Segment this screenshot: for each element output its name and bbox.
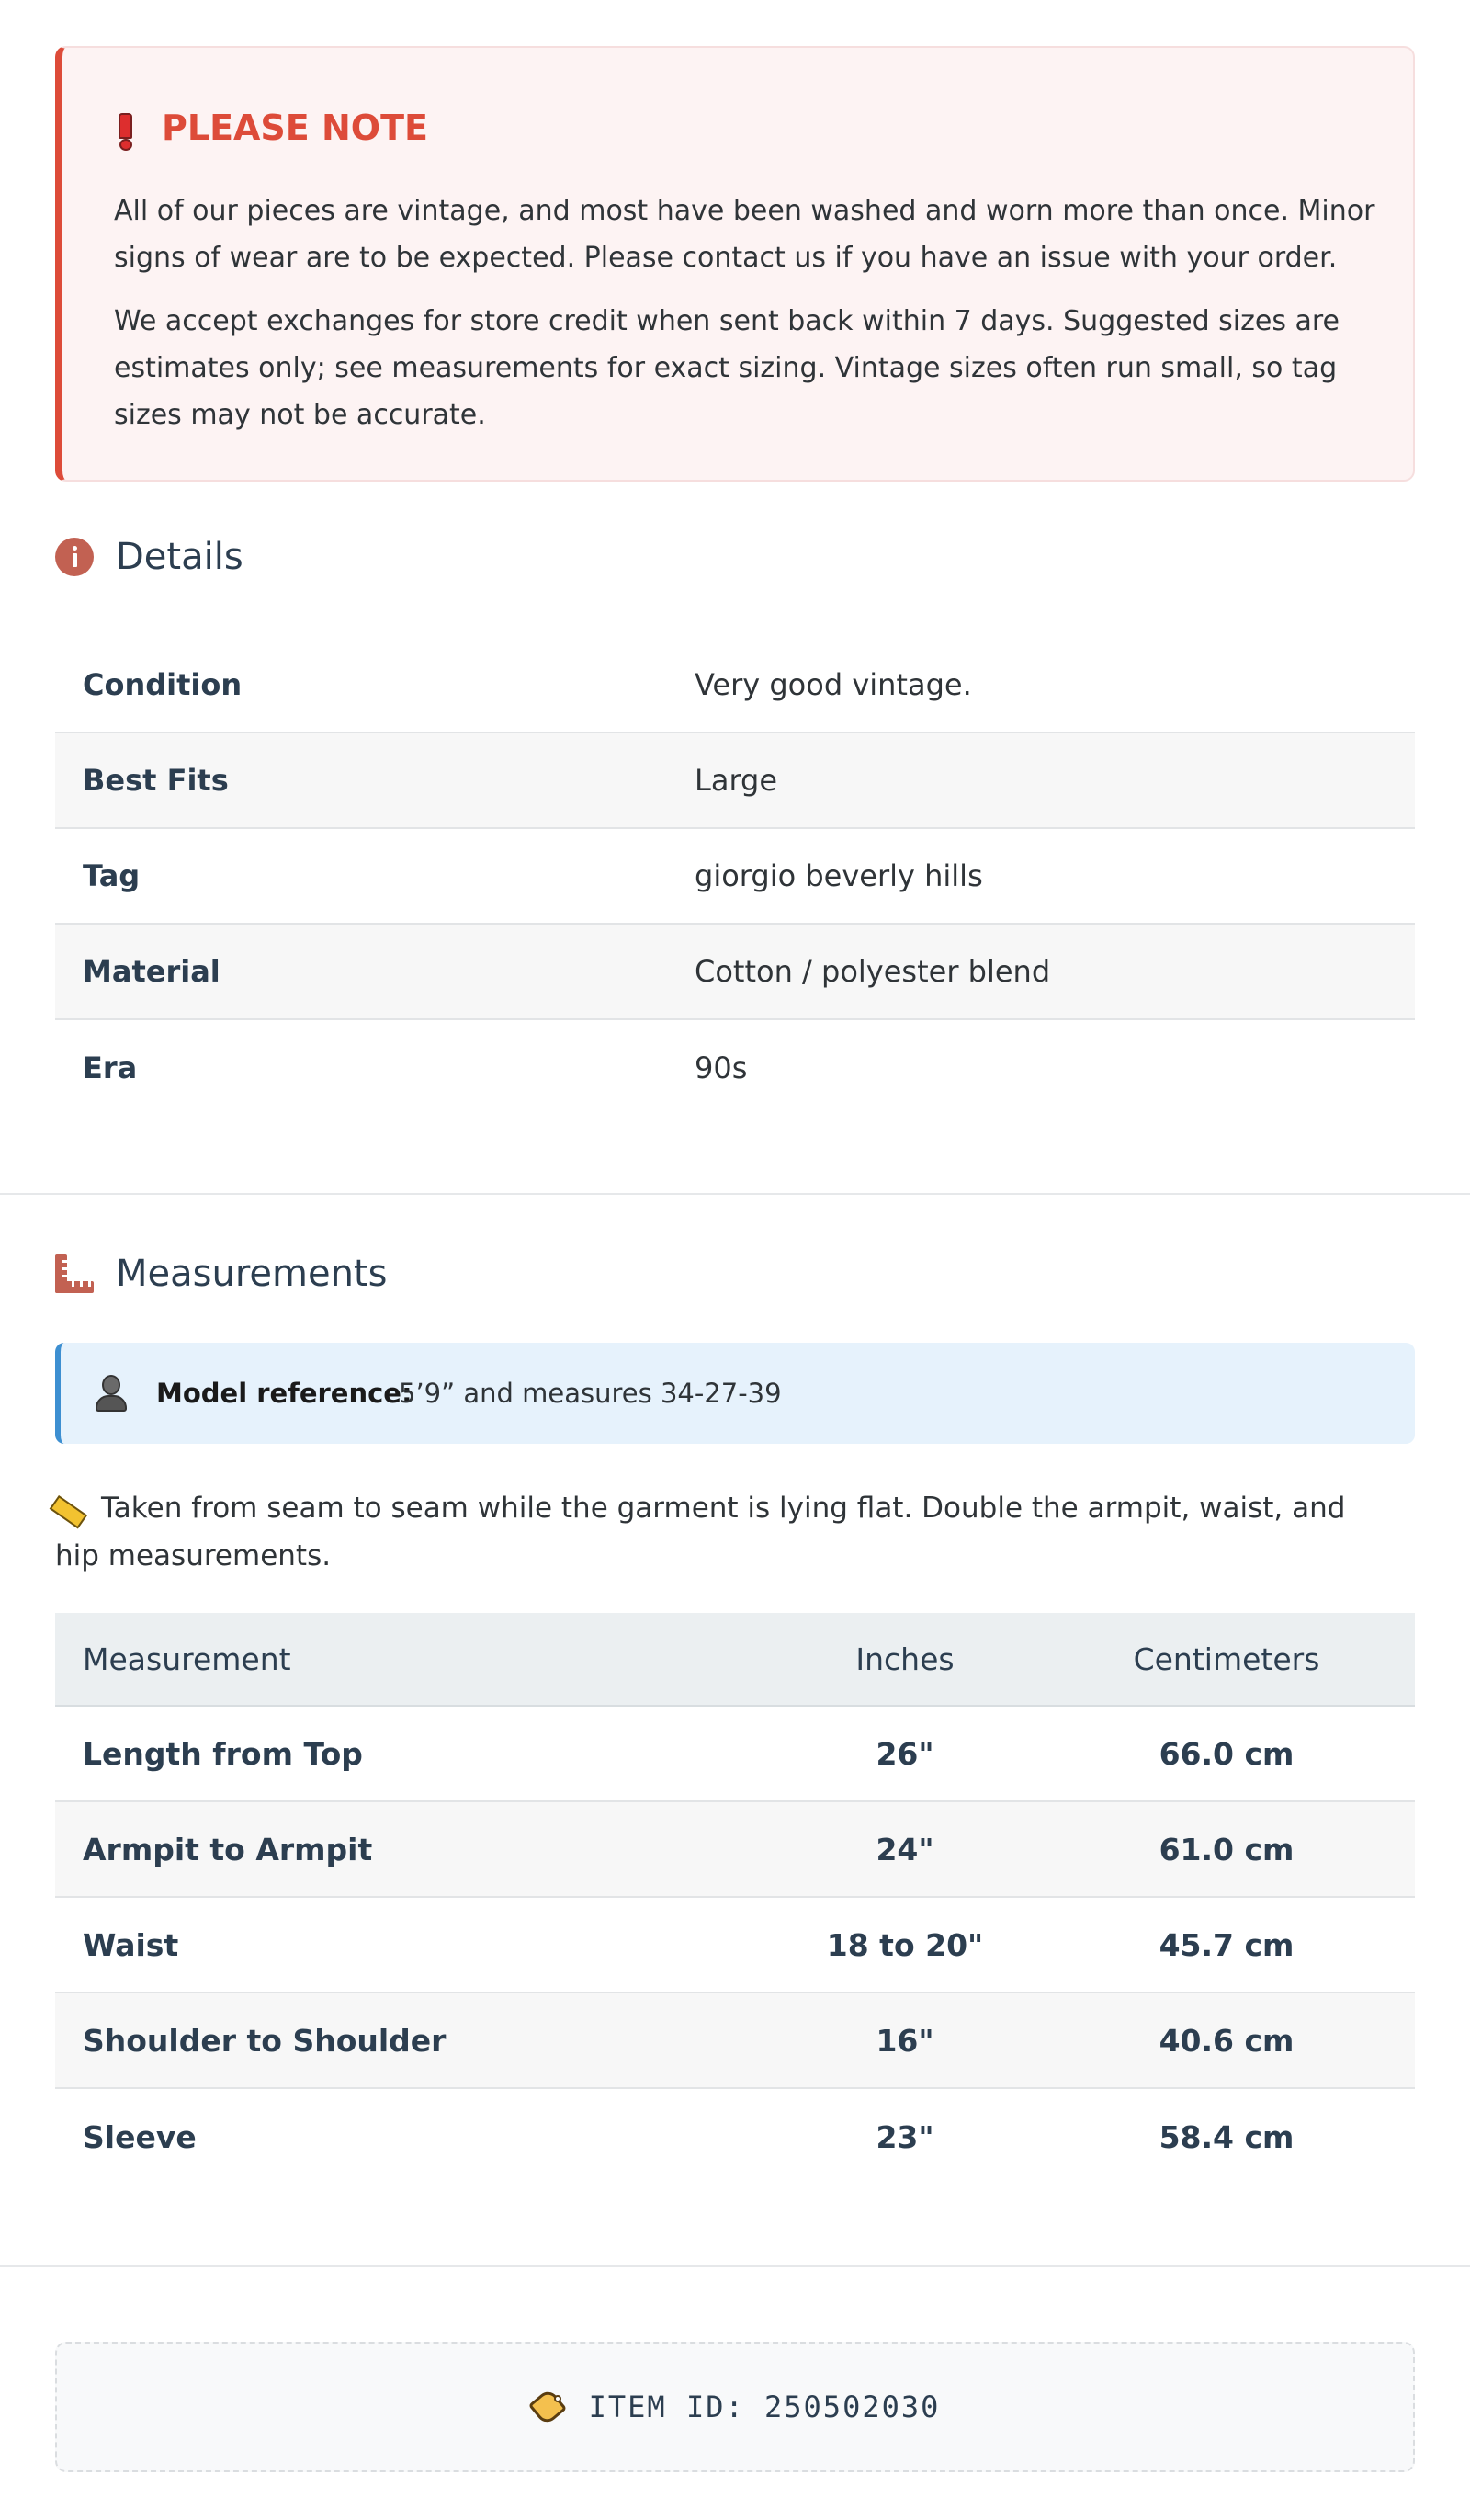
measurement-inches: 23" <box>876 2118 934 2155</box>
header-inches: Inches <box>855 1640 955 1677</box>
measurement-inches: 26" <box>876 1735 934 1772</box>
measurements-title: Measurements <box>116 1253 388 1295</box>
measurement-inches: 24" <box>876 1831 934 1867</box>
details-value: Large <box>695 763 778 798</box>
note-title-text: PLEASE NOTE <box>162 108 428 148</box>
details-label: Era <box>83 1050 138 1085</box>
details-row <box>55 638 1415 733</box>
table-row <box>55 1898 1415 1993</box>
measurement-name: Sleeve <box>83 2118 197 2155</box>
table-header <box>55 1613 1415 1707</box>
measurement-name: Shoulder to Shoulder <box>83 2022 447 2059</box>
model-reference-label: Model reference: <box>156 1378 413 1409</box>
details-label: Tag <box>83 858 141 893</box>
note-paragraph-2: We accept exchanges for store credit when sent back within 7 days. Suggested sizes are estimates only; see measurements for exact sizing. Vintage sizes often run small, so tag sizes may not be accurate. <box>114 305 1340 431</box>
measurement-note-text: Taken from seam to seam while the garment is lying flat. Double the armpit, waist, and hip measurements. <box>55 1492 1346 1572</box>
measurement-cm: 61.0 cm <box>1159 1831 1295 1867</box>
measurement-inches: 16" <box>876 2022 934 2059</box>
details-title: Details <box>116 536 243 578</box>
details-row <box>55 829 1415 925</box>
table-row <box>55 1707 1415 1802</box>
model-reference-box <box>55 1343 1415 1444</box>
measurement-name: Armpit to Armpit <box>83 1831 373 1867</box>
ruler-icon <box>55 1254 94 1293</box>
measurements-heading <box>55 1253 387 1295</box>
table-row <box>55 1993 1415 2089</box>
measurement-name: Waist <box>83 1926 179 1963</box>
details-value: Very good vintage. <box>695 667 972 702</box>
measurement-cm: 45.7 cm <box>1159 1926 1295 1963</box>
details-row <box>55 925 1415 1020</box>
measurement-cm: 66.0 cm <box>1159 1735 1295 1772</box>
details-value: 90s <box>695 1050 748 1085</box>
header-measurement: Measurement <box>83 1640 291 1677</box>
pencil-icon <box>55 1501 90 1519</box>
note-title <box>112 106 428 150</box>
table-row <box>55 2089 1415 2185</box>
details-value: giorgio beverly hills <box>695 858 983 893</box>
details-label: Material <box>83 954 220 989</box>
item-id: ITEM ID: 250502030 <box>588 2389 941 2424</box>
table-row <box>55 1802 1415 1898</box>
info-icon <box>55 538 94 576</box>
details-heading <box>55 536 243 578</box>
please-note-box <box>55 46 1415 482</box>
details-label: Condition <box>83 667 243 702</box>
measurement-inches: 18 to 20" <box>826 1926 984 1963</box>
section-divider <box>0 2265 1470 2267</box>
measurement-name: Length from Top <box>83 1735 363 1772</box>
note-paragraph-1: All of our pieces are vintage, and most have been washed and worn more than once. Minor signs of wear are to be expected. Please contact us if you have an issue with your order. <box>114 195 1375 274</box>
measurement-note <box>55 1484 1360 1580</box>
details-label: Best Fits <box>83 763 229 798</box>
section-divider <box>0 1193 1470 1195</box>
measurement-cm: 58.4 cm <box>1159 2118 1295 2155</box>
details-row <box>55 1020 1415 1116</box>
item-id-box <box>55 2342 1415 2472</box>
measurement-cm: 40.6 cm <box>1159 2022 1295 2059</box>
person-icon <box>94 1375 129 1412</box>
tag-icon <box>530 2388 569 2426</box>
details-value: Cotton / polyester blend <box>695 954 1051 989</box>
exclamation-icon <box>112 106 149 150</box>
model-reference-value: 5’9” and measures 34-27-39 <box>399 1378 782 1409</box>
details-row <box>55 733 1415 829</box>
header-centimeters: Centimeters <box>1133 1640 1320 1677</box>
